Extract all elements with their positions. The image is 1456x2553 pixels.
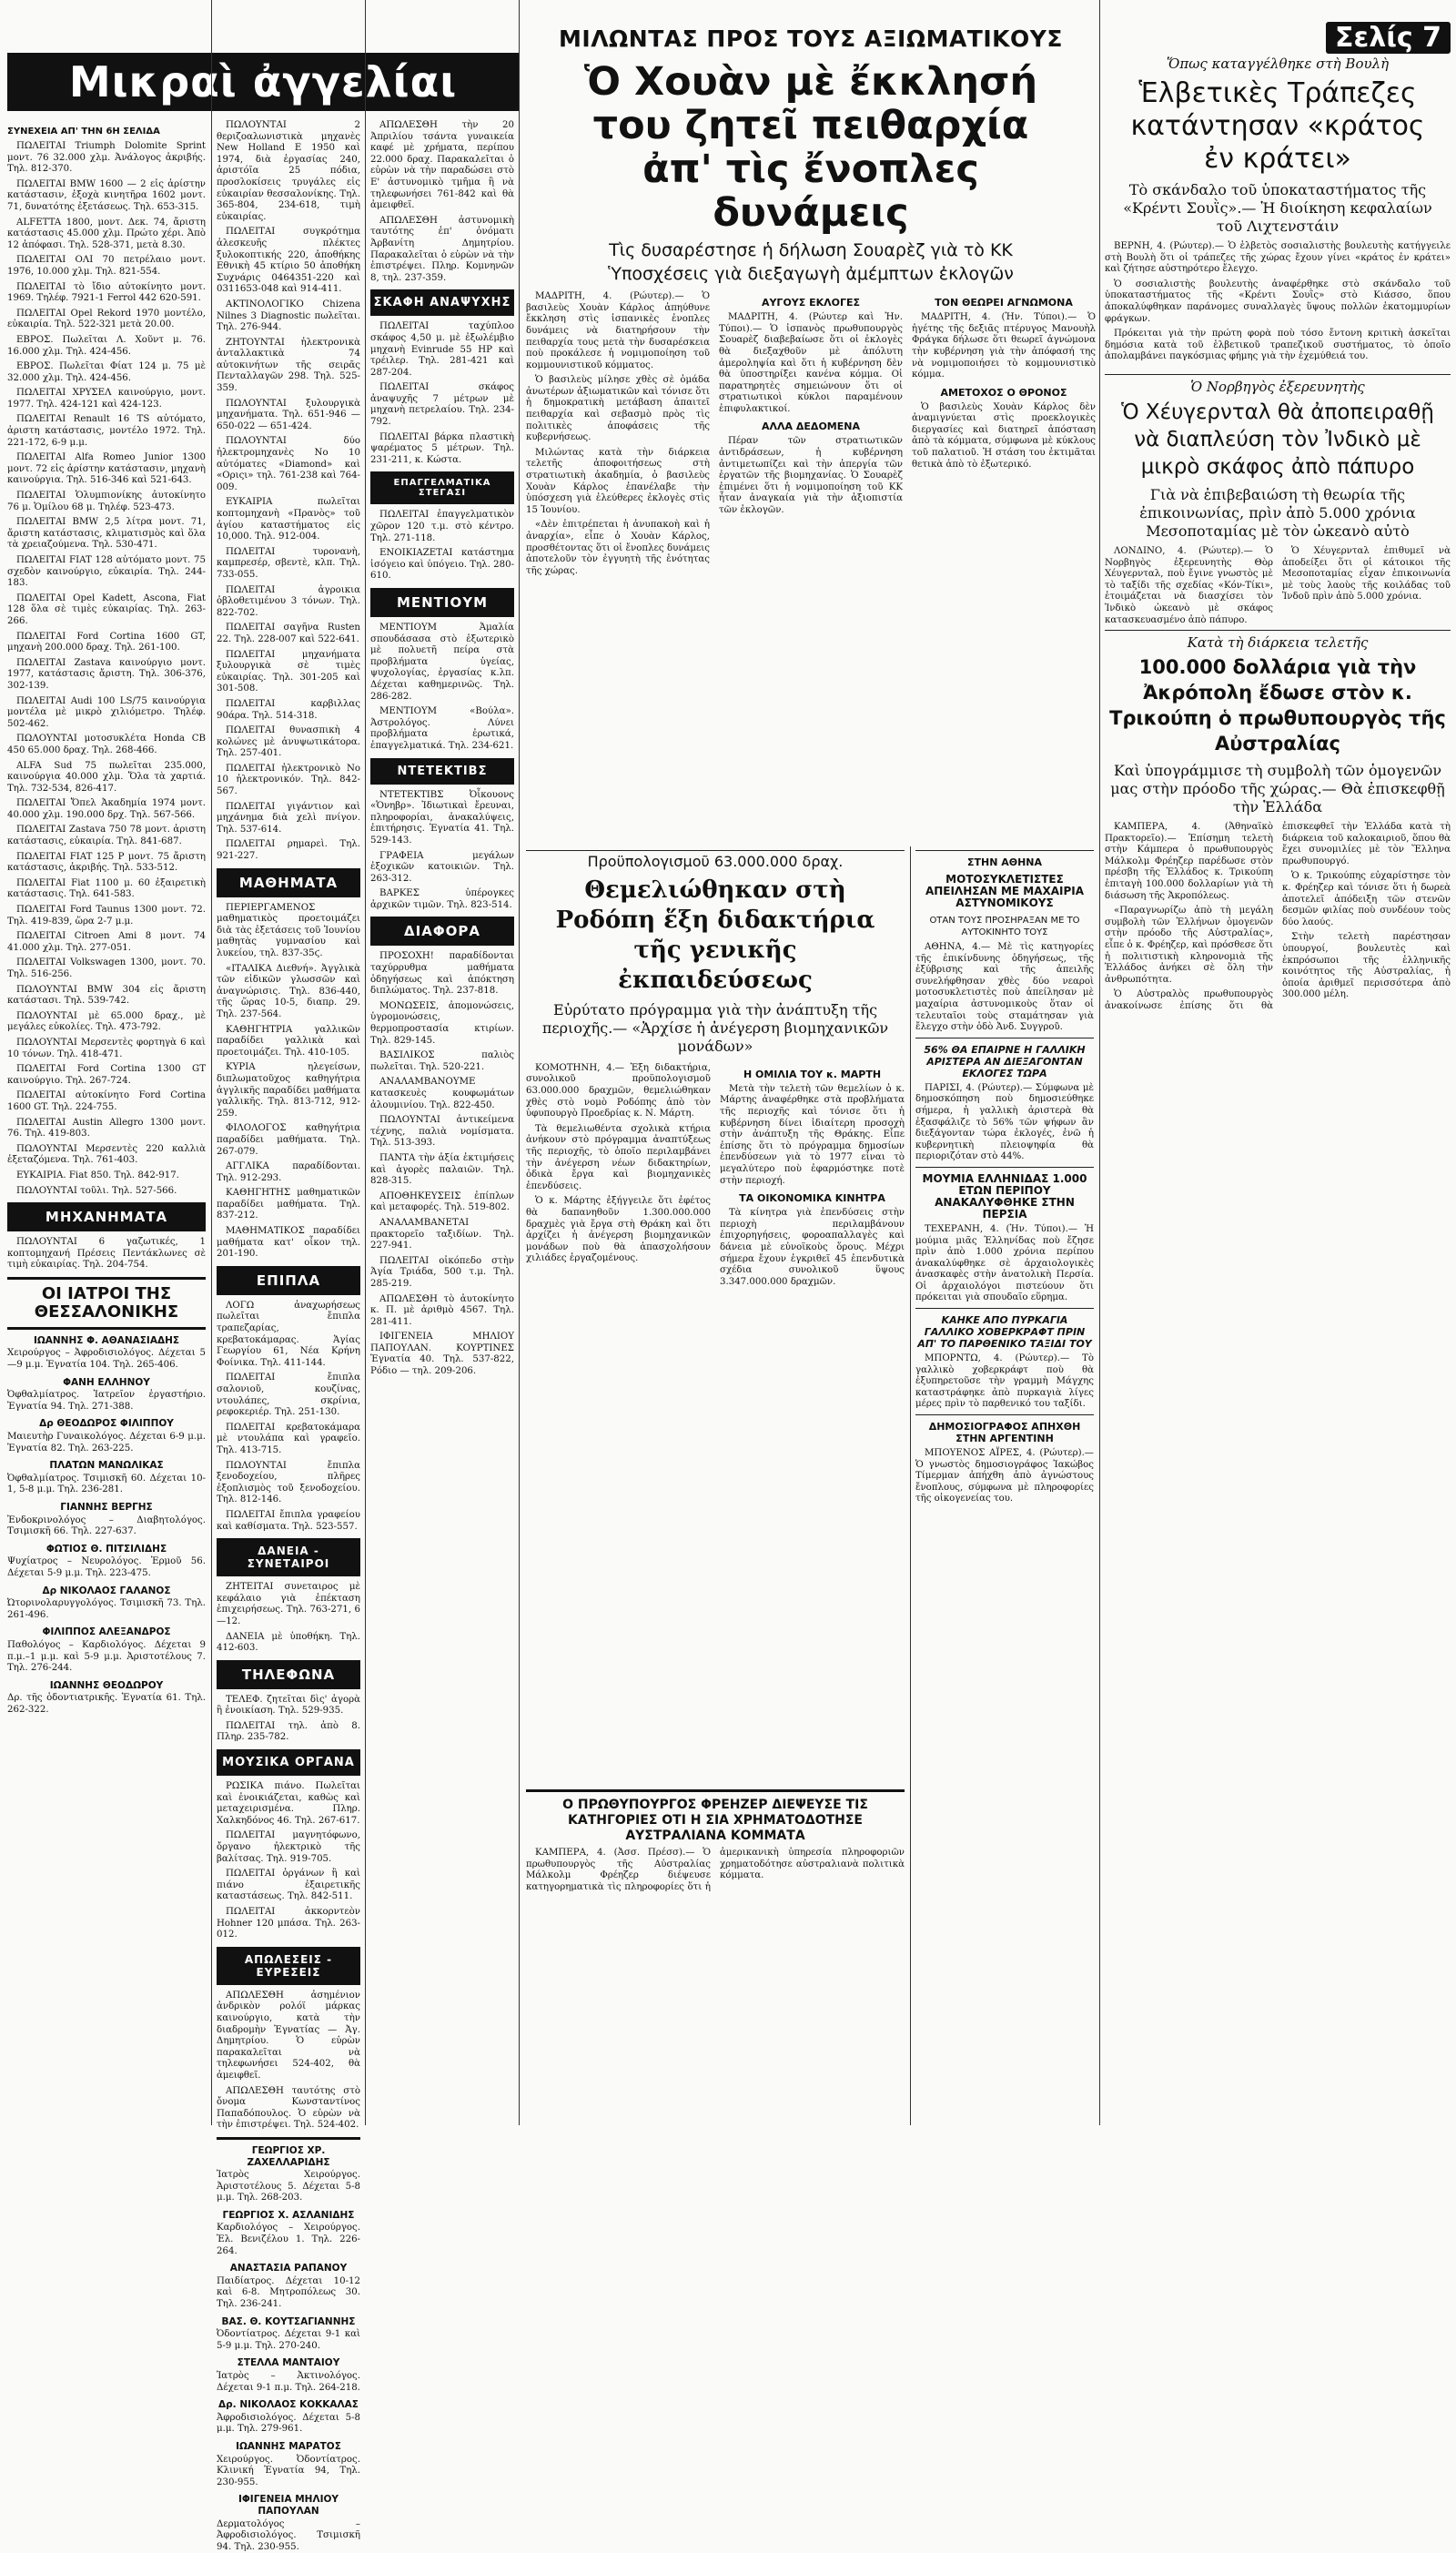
journalist-text: ΜΠΟΥΕΝΟΣ ΑΪΡΕΣ, 4. (Ρώυτερ).— Ὁ γνωστὸς δημοσιογράφος Ἰακώβος Τίμερμαν ἀπήχθη ἀπὸ ἀγνώστους ἔνοπλους, σύμφωνα μὲ πληροφορίες τῆς οἰκογενείας του. — [915, 1448, 1094, 1504]
diafora-list — [370, 951, 514, 1377]
classified-ad: ΠΩΛΕΙΤΑΙ ἐπαγγελματικὸν χῶρον 120 τ.μ. στὸ κέντρο. Τηλ. 271-118. — [370, 510, 514, 543]
classified-ad: ΠΩΛΟΥΝΤΑΙ μὲ 65.000 δραχ., μὲ μεγάλες εὐκολίες. Τηλ. 473-792. — [7, 1010, 206, 1033]
classified-ad: ΠΩΛΕΙΤΑΙ σαγῆνα Rusten 22. Τηλ. 228-007 καὶ 522-641. — [217, 623, 360, 644]
story-paragraph: Ὁ σοσιαλιστὴς βουλευτὴς ἀναφέρθηκε στὸ σκάνδαλο τοῦ ὑποκαταστήματος τῆς «Κρέντι Σουῒς» στὸ Κιάσσο, ὅπου ἀποκαλύφθηκαν παράνομες συναλλαγὲς ὕψους πολλῶν ἑκατομμυρίων φράγκων. — [1105, 279, 1451, 324]
classified-ad: ΠΩΛΕΙΤΑΙ Alfa Romeo Junior 1300 μοντ. 72 εἰς ἀρίστην κατάστασιν, μηχανὴ καινούργια. Τηλ. 516-346 καὶ 521-643. — [7, 452, 206, 486]
doctor-details: Ψυχίατρος – Νευρολόγος. Ἐρμοῦ 56. Δέχεται 5-9 μ.μ. Τηλ. 223-475. — [7, 1556, 206, 1578]
story-paragraph: ΚΑΜΠΕΡΑ, 4. (Ἀθηναϊκὸ Πρακτορεῖο).— Ἐπίσημη τελετὴ στὴν Κάμπερα ὁ πρωθυπουργὸς Μάλκολμ Φρέηζερ παρέδωσε στὸν πρέσβη τῆς Ἑλλάδος κ. Τρικούπη ἐπιταγὴ 100.000 δολλαρίων γιὰ τὴ διάσωση τῆς Ἀκροπόλεως. — [1105, 822, 1273, 901]
classified-ad: ΕΝΟΙΚΙΑΖΕΤΑΙ κατάστημα ἰσόγειο καὶ ὑπόγειο. Τηλ. 280-610. — [370, 548, 515, 582]
tilefona-list — [217, 1695, 360, 1744]
section-heading: ΑΥΓΟΥΣ ΕΚΛΟΓΕΣ — [761, 297, 861, 309]
swiss-headline: Ἑλβετικὲς Τράπεζες κατάντησαν «κράτος ἐν κράτει» — [1130, 77, 1425, 175]
norway-kicker: Ὁ Νορβηγὸς ἐξερευνητὴς — [1190, 378, 1365, 395]
classified-ad: ΙΦΙΓΕΝΕΙΑ ΜΗΛΙΟΥ ΠΑΠΟΥΛΑΝ. ΚΟΥΡΤΙΝΕΣ Ἐγνατία 40. Τηλ. 537-822, Ρόδιο — τηλ. 209-206. — [370, 1332, 514, 1377]
doctor-name: ΙΦΙΓΕΝΕΙΑ ΜΗΛΙΟΥ ΠΑΠΟΥΛΑΝ — [238, 2494, 339, 2517]
rhodope-kicker: Προϋπολογισμοῦ 63.000.000 δραχ. — [587, 853, 844, 870]
main-kicker: ΜΙΛΩΝΤΑΣ ΠΡΟΣ ΤΟΥΣ ΑΞΙΩΜΑΤΙΚΟΥΣ — [559, 25, 1063, 52]
classified-ad: ΠΩΛΕΙΤΑΙ Renault 16 TS αὐτόματο, ἀριστη κατάστασις, μοντέλο 1972. Τηλ. 221-172, 6-9 μ.μ. — [7, 414, 206, 448]
doctor-name: ΣΤΕΛΛΑ ΜΑΝΤΑΙΟΥ — [237, 2357, 340, 2369]
classified-ad: ΡΩΣΙΚΑ πιάνο. Πωλεῖται καὶ ἐνοικιάζεται, καθὼς καὶ μεταχειρισμένα. Πληρ. Χαλκηδόνος 46. Τηλ. 267-617. — [217, 1781, 360, 1826]
classified-ad: ΠΩΛΕΙΤΑΙ γιγάντιον καὶ μηχάνημα διὰ χελὶ πνίγον. Τηλ. 537-614. — [217, 801, 360, 835]
classified-ad: ΜΕΝΤΙΟΥΜ «Βούλα». Ἀστρολόγος. Λύνει προβλήματα ἐρωτικά, ἐπαγγελματικά. Τηλ. 234-621. — [370, 706, 514, 751]
classified-ad: ΠΩΛΟΥΝΤΑΙ 2 θεριζοαλωνιστικὰ μηχανὲς New Holland Ε 1950 καὶ 1974, διὰ ἐργασίας 240, ἀριστόῖα 25 πόδια, προσλοκίσεις τρυγάλες εἰς εὐκαιρίαν θεσσαλονίκης. Τηλ. 365-804, 234-618, τιμὴ εὐκαιρίας. — [217, 120, 360, 222]
mummy-text: ΤΕΧΕΡΑΝΗ, 4. (Ἠν. Τύποι).— Ἡ μούμια μιᾶς Ἑλληνίδας ποὺ ἔζησε πρὶν ἀπὸ 1.000 χρόνια περίπου ἀνακαλύφθηκε σὲ ἀρχαιολογικὲς ἀνασκαφὲς στὴν ἀνατολικὴ Περσία. Οἱ ἀρχαιολόγοι πιστεύουν ὅτι πρόκειται γιὰ σπουδαῖο εὕρημα. — [915, 1223, 1094, 1303]
section-text: ΜΑΔΡΙΤΗ, 4. (Ρώυτερ καὶ Ἠν. Τύποι).— Ὁ ἰσπανὸς πρωθυπουργὸς Σουαρὲζ διαβεβαίωσε ὅτι οἱ ἐκλογὲς θὰ διεξαχθοῦν μὲ ἀπόλυτη ἀμεροληψία καὶ ὅτι ἡ κυβέρνηση δὲν θὰ ὑποστηρίξει κανένα κόμμα. Οἱ παρατηρητὲς σημειώνουν ὅτι οἱ στρατιωτικοὶ κύκλοι παραμένουν ἐπιφυλακτικοί. — [719, 312, 903, 414]
story-paragraph: «Παραγνωρίζω ἀπὸ τὴ μεγάλη συμβολὴ τῶν Ἑλλήνων ὁμογενῶν στὴν πρόοδο τῆς Αὐστραλίας», εἶπε ὁ κ. Φρέηζερ, καὶ πρόσθεσε ὅτι ἡ πολιτιστικὴ κληρονομιὰ τῆς Ἑλλάδος ἀνήκει σὲ ὅλη τὴν ἀνθρωπότητα. — [1105, 906, 1273, 985]
section-heading: ΑΛΛΑ ΔΕΔΟΜΕΝΑ — [762, 420, 860, 433]
australia-parties-story — [526, 1784, 905, 2125]
mousika-list — [217, 1781, 360, 1941]
classified-ad: ΠΩΛΕΙΤΑΙ ρημαρεὶ. Τηλ. 921-227. — [217, 839, 360, 862]
misc-list — [370, 851, 514, 912]
australia-headline: 100.000 δολλάρια γιὰ τὴν Ἀκρόπολη ἔδωσε στὸν κ. Τρικούπη ὁ πρωθυπουργὸς τῆς Αὐστραλίας — [1109, 656, 1446, 755]
classified-ad: ΑΠΩΛΕΣΘΗ τὸ ἀυτοκίνητο κ. Π. μὲ ἀριθμὸ 4567. Τηλ. 281-411. — [370, 1293, 514, 1327]
classified-ad: ΠΩΛΕΙΤΑΙ συγκρότημα ἀλεσκευῆς πλέκτες ξυλοκοπτικής 220, ἀποθήκης Εθνικὴ 45 κτίριο 50 ἀποθήκη Συχνάρις 0464351-220 καὶ 0311653-048 καὶ 914-411. — [217, 227, 360, 295]
banner-skafi: ΣΚΑΦΗ ΑΝΑΨΥΧΗΣ — [370, 289, 514, 316]
main-story-sections-2 — [912, 291, 1096, 581]
banner-diafora: ΔΙΑΦΟΡΑ — [370, 917, 514, 946]
section-text: Μετὰ τὴν τελετὴ τῶν θεμελίων ὁ κ. Μάρτης ἀναφέρθηκε στὰ προβλήματα τῆς περιοχῆς καὶ τόνισε ὅτι ἡ κυβέρνηση δίνει ἰδιαίτερη προσοχὴ στὴν ἀνάπτυξη τῆς Θράκης. Εἶπε ἐπίσης ὅτι τὸ πρόγραμμα δημοσίων ἐπενδύσεων γιὰ τὸ 1977 εἶναι τὸ μεγαλύτερο ποὺ ἐφαρμόστηκε ποτὲ στὴν περιοχή. — [720, 1083, 905, 1186]
classified-ad: ΠΩΛΕΙΤΑΙ Ὄπελ Ἀκαδημία 1974 μοντ. 40.000 χλμ. 190.000 δρχ. Τηλ. 567-566. — [7, 798, 206, 820]
short-news-column — [915, 846, 1094, 2125]
banner-mathimata: ΜΑΘΗΜΑΤΑ — [217, 868, 360, 897]
ntetektiv-list — [370, 790, 514, 847]
classified-ad: ΠΩΛΕΙΤΑΙ θυνασπικὴ 4 κολώνες μὲ ἀνυψωτικάτορα. Τηλ. 257-401. — [217, 725, 360, 759]
story-paragraph: Ὁ βασιλεὺς μίλησε χθὲς σὲ ὁμάδα ἀνωτέρων ἀξιωματικῶν καὶ τόνισε ὅτι ἡ δημοκρατικὴ μετάβαση ἀπαιτεῖ πειθαρχία καὶ σεβασμὸ πρὸς τὶς πολιτικὲς ἀποφάσεις τῆς κυβερνήσεως. — [526, 375, 710, 443]
classified-ad: ΠΩΛΕΙΤΑΙ Triumph Dolomite Sprint μοντ. 76 32.000 χλμ. Ἀνάλογος ἀκριβής. Τηλ. 812-370. — [7, 141, 206, 175]
mentioum-list — [370, 623, 514, 753]
section-text: Ὁ βασιλεὺς Χουὰν Κάρλος δὲν ἀναμιγνύεται στὶς προεκλογικὲς διεργασίες καὶ διατηρεῖ ἀπόσταση ἀπὸ τὰ κόμματα, σύμφωνα μὲ κύκλους τοῦ παλατιοῦ. Ἡ στάση του ἐκτιμᾶται θετικὰ ἀπὸ τὸ ἐξωτερικό. — [912, 401, 1096, 470]
doctor-name: ΦΙΛΙΠΠΟΣ ΑΛΕΞΑΝΔΡΟΣ — [42, 1626, 171, 1638]
classified-ad: ΠΩΛΕΙΤΑΙ καρβιλλας 90άρα. Τηλ. 514-318. — [217, 698, 360, 721]
classified-ad: ΜΟΝΩΣΕΙΣ, ἀπομονώσεις, ὑγρομονώσεις, θερμοπροστασία κτιρίων. Τηλ. 829-145. — [370, 1000, 514, 1046]
apoleseis-list — [217, 1991, 360, 2132]
story-paragraph: Στὴν τελετὴ παρέστησαν ὑπουργοί, βουλευτὲς καὶ ἐκπρόσωποι τῆς ἑλληνικῆς κοινότητος τῆς Αὐστραλίας, ἡ ὁποία ἀριθμεῖ περισσότερα ἀπὸ 300.000 μέλη. — [1282, 932, 1451, 1000]
daneia-list — [217, 1582, 360, 1655]
classifieds-masthead: Μικραὶ ἀγγελίαι — [7, 53, 519, 111]
doctor-name: ΙΩΑΝΝΗΣ Φ. ΑΘΑΝΑΣΙΑΔΗΣ — [33, 1334, 180, 1346]
classified-ad: ΠΩΛΕΙΤΑΙ Austin Allegro 1300 μοντ. 76. Τηλ. 419-803. — [7, 1117, 206, 1140]
classified-ad: ΑΓΓΛΙΚΑ παραδίδονται. Τηλ. 912-293. — [217, 1161, 360, 1183]
classified-ad: ΒΑΣΙΛΙΚΟΣ παλιὸς πωλεῖται. Τηλ. 520-221. — [370, 1050, 514, 1072]
classified-ad: ΠΩΛΟΥΝΤΑΙ Μερσεντὲς 220 καλλιὰ ἐξεταζόμενα. Τηλ. 761-403. — [7, 1143, 206, 1166]
classifieds-column-3 — [370, 0, 514, 2125]
classified-ad: ΑΠΩΛΕΣΘΗ ἀστυνομικὴ ταυτότης ἐπ' ὀνόματι Ἀρβανίτη Δημητρίου. Παρακαλεῖται ὁ εὑρὼν νὰ τὴν ἐπιστρέψει. Πληρ. Κομνηνῶν 8, τηλ. 237-359. — [370, 215, 514, 283]
plane-text: ΜΠΟΡΝΤΩ, 4. (Ρώυτερ).— Τὸ γαλλικὸ χοβερκράφτ ποὺ θὰ ἐξυπηρετοῦσε τὴν γραμμὴ Μάγχης καταστράφηκε ἀπὸ πυρκαγιὰ λίγες μέρες πρὶν τὸ παρθενικό του ταξίδι. — [915, 1353, 1094, 1410]
story-paragraph: Ὁ Αὐστραλὸς πρωθυπουργὸς ἀνακοίνωσε ἐπίσης ὅτι θὰ ἐπισκεφθεῖ τὴν Ἑλλάδα κατὰ τὴ διάρκεια τοῦ καλοκαιριοῦ, ὅπου θὰ ἔχει συνομιλίες μὲ τὸν Ἕλληνα πρωθυπουργό. — [1105, 822, 1451, 1011]
story-paragraph: «Δὲν ἐπιτρέπεται ἡ ἀνυπακοὴ καὶ ἡ ἀναρχία», εἶπε ὁ Χουὰν Κάρλος, προσθέτοντας ὅτι οἱ ἔνοπλες δυνάμεις ἀποτελοῦν τὸν ἐγγυητὴ τῆς ἑνότητας τῆς χώρας. — [526, 520, 710, 576]
journalist-headline: ΔΗΜΟΣΙΟΓΡΑΦΟΣ ΑΠΗΧΘΗ ΣΤΗΝ ΑΡΓΕΝΤΙΝΗ — [928, 1421, 1081, 1445]
classified-ad: ΠΩΛΕΙΤΑΙ ἀγροικια ὀβλοθετιμένου 3 τόνων. Τηλ. 822-702. — [217, 584, 360, 618]
doctor-details: Χειρούργος. Ὀδοντίατρος. Κλινική Ἐγνατία 94, Τηλ. 230-955. — [217, 2454, 360, 2487]
classified-ad: ΑΠΩΛΕΣΘΗ ἀσημένιον ἀνδρικὸν ρολόϊ μάρκας καινούργιο, κατὰ τὴν διαδρομὴν Ἐγνατίας — Ἀγ. Δημητρίου. Ὁ εὑρὼν παρακαλεῖται νὰ τηλεφωνήσει 524-402, θὰ ἀμειφθεῖ. — [217, 1990, 360, 2081]
classified-ad: ΠΩΛΕΙΤΑΙ τὸ ἴδιο αὐτοκίνητο μοντ. 1969. Τηλέφ. 7921-1 Ferrol 442 620-591. — [7, 281, 206, 304]
doctor-details: Ὀφθαλμίατρος. Ἰατρεῖον ἐργαστήριο. Ἐγνατία 94. Τηλ. 271-388. — [7, 1390, 206, 1412]
doctors-list — [7, 1335, 206, 1717]
section-heading: ΤΑ ΟΙΚΟΝΟΜΙΚΑ ΚΙΝΗΤΡΑ — [739, 1192, 885, 1205]
banner-daneia: ΔΑΝΕΙΑ - ΣΥΝΕΤΑΙΡΟΙ — [217, 1538, 360, 1576]
australia-parties-headline: Ο ΠΡΩΘΥΠΟΥΡΓΟΣ ΦΡΕΗΖΕΡ ΔΙΕΨΕΥΣΕ ΤΙΣ ΚΑΤΗΓΟΡΙΕΣ ΟΤΙ Η ΣΙΑ ΧΡΗΜΑΤΟΔΟΤΗΣΕ ΑΥΣΤΡΑΛΙΑΝΑ ΚΟΜΜΑΤΑ — [562, 1798, 868, 1843]
classified-ad: ΠΩΛΕΙΤΑΙ Ford Taunus 1300 μοντ. 72. Τηλ. 419-839, ὥρα 2-7 μ.μ. — [7, 905, 206, 927]
story-paragraph: Ὁ κ. Τρικούπης εὐχαρίστησε τὸν κ. Φρέηζερ καὶ τόνισε ὅτι ἡ δωρεὰ ἀποτελεῖ ἀπόδειξη τῶν στενῶν δεσμῶν φιλίας ποὺ συνδέουν τοὺς δύο λαούς. — [1282, 871, 1451, 927]
story-paragraph: Τὰ θεμελιωθέντα σχολικὰ κτήρια ἀνήκουν στὸ πρόγραμμα ἀναπτύξεως τῆς περιοχῆς, τὸ ὁποῖο περιλαμβάνει τὴν ἀνέγερση νέων διδακτηρίων, ὁδικὰ ἔργα καὶ βιομηχανικὲς ἐπενδύσεις. — [526, 1123, 711, 1191]
story-paragraph: Πρόκειται γιὰ τὴν πρώτη φορὰ ποὺ τόσο ἔντονη κριτικὴ ἀσκεῖται δημόσια κατὰ τοῦ ἑλβετικοῦ τραπεζικοῦ συστήματος, τὸ ὁποῖο ἀπολαμβάνει παγκόσμιας φήμης γιὰ τὴν ἐχεμύθειά του. — [1105, 329, 1451, 362]
classifieds-column-2 — [217, 0, 360, 2552]
banner-epipla: ΕΠΙΠΛΑ — [217, 1266, 360, 1295]
classified-ad: ΠΩΛΕΙΤΑΙ μηχανήματα ξυλουργικὰ σὲ τιμὲς εὐκαιρίας. Τηλ. 301-205 καὶ 301-508. — [217, 649, 360, 694]
classified-ad: ΠΩΛΕΙΤΑΙ FIAT 125 P μοντ. 75 ἄριστη κατάστασις, ἀκριβής. Τηλ. 533-512. — [7, 851, 206, 874]
doctor-name: ΒΑΣ. Θ. ΚΟΥΤΣΑΓΙΑΝΝΗΣ — [221, 2315, 356, 2327]
rhodope-sections — [720, 1063, 905, 1292]
classified-ad: ΚΥΡΙΑ ηλεγείσων, διπλωματοῦχος καθηγήτρια ἀγγλικῆς παραδίδει μαθήματα γαλλικῆς. Τηλ. 813-712, 912-259. — [217, 1062, 360, 1119]
classified-ad: ΠΩΛΕΙΤΑΙ ἔπιπλα γραφείου καὶ καθίσματα. Τηλ. 523-557. — [217, 1509, 360, 1532]
classified-ad: ΑΠΩΛΕΣΘΗ ταυτότης στὸ ὄνομα Κωνσταντίνος Παπαδόπουλος. Ὁ εὑρὼν νὰ τὴν ἐπιστρέψει. Τηλ. 524-402. — [217, 2085, 360, 2131]
classified-ad: ΠΩΛΟΥΝΤΑΙ Μερσεντὲς φορτηγὰ 6 καὶ 10 τόνων. Τηλ. 418-471. — [7, 1037, 206, 1059]
classified-ad: ΑΝΑΛΑΜΒΑΝΕΤΑΙ πρακτορεῖο ταξιδίων. Τηλ. 227-941. — [370, 1217, 514, 1251]
doctor-name: ΑΝΑΣΤΑΣΙΑ ΡΑΠΑΝΟΥ — [229, 2263, 348, 2274]
classified-ad: ΚΑΘΗΓΗΤΗΣ μαθηματικῶν παραδίδει μαθήματα. Τηλ. 837-212. — [217, 1188, 360, 1221]
france-headline: 56% ΘΑ ΕΠΑΙΡΝΕ Η ΓΑΛΛΙΚΗ ΑΡΙΣΤΕΡΑ ΑΝ ΔΙΕΞΑΓΟΝΤΑΝ ΕΚΛΟΓΕΣ ΤΩΡΑ — [924, 1043, 1086, 1079]
rhodope-body — [526, 1063, 711, 1292]
classified-ad: ΑΝΑΛΑΜΒΑΝΟΥΜΕ κατασκευὲς κουφωμάτων ἀλουμινίου. Τηλ. 822-450. — [370, 1077, 514, 1110]
classified-ad: ΕΒΡΟΣ. Πωλεῖται Φίατ 124 μ. 75 μὲ 32.000 χλμ. Τηλ. 424-456. — [7, 361, 206, 383]
classified-ad: ΠΩΛΕΙΤΑΙ ἔπιπλα σαλονιοῦ, κουζίνας, ντουλάπες, σκρίνια, ρεφοκεριέρ. Τηλ. 251-130. — [217, 1373, 360, 1418]
skafi-list — [370, 321, 514, 466]
doctor-details: Παιδίατρος. Δέχεται 10-12 καὶ 6-8. Μητροπόλεως 30. Τηλ. 236-241. — [217, 2275, 360, 2310]
classified-ad: ΠΩΛΕΙΤΑΙ βάρκα πλαστικὴ ψαρέματος 5 μέτρων. Τηλ. 231-211, κ. Κώστα. — [370, 431, 514, 465]
classified-ad: ΠΩΛΕΙΤΑΙ BMW 1600 — 2 εἰς ἀρίστην κατάστασιν, ἐξοχὰ κινητῆρα 1602 μοντ. 71, δυνατότης ἐξετάσεως. Τηλ. 653-315. — [7, 178, 206, 212]
classified-ad: ΠΩΛΕΙΤΑΙ κρεβατοκάμαρα μὲ ντουλάπα καὶ γραφεῖο. Τηλ. 413-715. — [217, 1422, 360, 1455]
classified-list-col2 — [217, 120, 360, 863]
classified-ad: ΤΕΛΕΦ. ζητεῖται δὶς' ἀγορὰ ἢ ἐνοικίαση. Τηλ. 529-935. — [217, 1694, 360, 1717]
plane-headline: ΚΑΗΚΕ ΑΠΟ ΠΥΡΚΑΓΙΑ ΓΑΛΛΙΚΟ ΧΟΒΕΡΚΡΑΦΤ ΠΡΙΝ ΑΠ' ΤΟ ΠΑΡΘΕΝΙΚΟ ΤΑΞΙΔΙ ΤΟΥ — [917, 1314, 1092, 1351]
australia-body — [1105, 822, 1451, 1013]
main-story-sections — [719, 291, 903, 581]
classified-ad: ΕΥΚΑΙΡΙΑ. Fiat 850. Τηλ. 842-917. — [16, 1170, 179, 1180]
norway-headline: Ὁ Χέυγερνταλ θὰ ἀποπειραθῇ νὰ διαπλεύση τὸν Ἰνδικὸ μὲ μικρὸ σκάφος ἀπὸ πάπυρο — [1121, 400, 1434, 479]
doctor-name: ΓΕΩΡΓΙΟΣ Χ. ΑΣΛΑΝΙΔΗΣ — [222, 2209, 355, 2221]
banner-epaggelmatika: ΕΠΑΓΓΕΛΜΑΤΙΚΑ ΣΤΕΓΑΣΙ — [370, 471, 514, 504]
classified-ad: ΜΕΝΤΙΟΥΜ Ἀμαλία σπουδάσασα στὸ ἐξωτερικὸ μὲ πολυετῆ πείρα στὰ προβλήματα ὑγείας, ψυχολογίας, ἐργασίας κ.λπ. Δέχεται καθημερινῶς. Τηλ. 286-282. — [370, 623, 514, 702]
doctor-name: ΓΕΩΡΓΙΟΣ ΧΡ. ΖΑΧΕΛΛΑΡΙΔΗΣ — [247, 2144, 330, 2168]
classified-ad: ΠΡΟΣΟΧΗ! παραδίδονται ταχύρρυθμα μαθήματα ὁδηγήσεως καὶ ἀπόκτηση διπλώματος. Τηλ. 237-818. — [370, 951, 514, 997]
doctor-name: ΙΩΑΝΝΗΣ ΘΕΟΔΩΡΟΥ — [49, 1679, 164, 1691]
swiss-subhead: Τὸ σκάνδαλο τοῦ ὑποκαταστήματος τῆς «Κρέντι Σουῒς».— Ἡ διοίκηση κεφαλαίων τοῦ Λιχτενστάιν — [1123, 181, 1432, 235]
classified-ad: ΠΩΛΕΙΤΑΙ Zastava καινούργιο μοντ. 1977, κατάστασις ἄριστη. Τηλ. 306-376, 302-139. — [7, 657, 206, 691]
doctor-details: Ἐνδοκρινολόγος – Διαβητολόγος. Τσιμισκῆ 66. Τηλ. 227-637. — [7, 1515, 206, 1537]
athens-kicker: ΣΤΗΝ ΑΘΗΝΑ — [966, 856, 1043, 868]
classified-ad: ALFETTA 1800, μοντ. Δεκ. 74, ἄριστη κατάστασις 45.000 χλμ. Πρώτο χέρι. Ἀπὸ 12 ἀπόφασι. Τηλ. 528-371, μετὰ 8.30. — [7, 217, 206, 250]
classified-ad: ΠΩΛΕΙΤΑΙ ἠλεκτρονικὸ Νο 10 ἠλεκτρονικόν. Τηλ. 842-567. — [217, 763, 360, 797]
story-paragraph: ΜΑΔΡΙΤΗ, 4. (Ρώυτερ).— Ὁ βασιλεὺς Χουὰν Κάρλος ἀπηύθυνε ἔκκληση στὶς ἰσπανικὲς ἐνοπλες δυνάμεις νὰ διατηρήσουν τὴν πειθαρχία τους μετὰ τὴν δυσαρέσκεια ποὺ προκάλεσε ἡ νομιμοποίηση τοῦ κομμουνιστικοῦ κόμματος. — [526, 291, 710, 370]
classified-ad: ΠΩΛΕΙΤΑΙ ὀργάνων ἢ καὶ πιάνο ἐξαιρετικῆς καταστάσεως. Τηλ. 842-511. — [217, 1869, 360, 1902]
classified-ad: ΠΩΛΕΙΤΑΙ τηλ. ἀπὸ 8. Πληρ. 235-782. — [217, 1720, 360, 1743]
rhodope-headline: Θεμελιώθηκαν στὴ Ροδόπη ἕξη διδακτήρια τῆς γενικῆς ἐκπαιδεύσεως — [555, 876, 875, 994]
classified-ad: ΠΑΝΤΑ τὴν ἀξία ἐκτιμήσεις καὶ ἀγορὲς παλαιῶν. Τηλ. 828-315. — [370, 1152, 514, 1187]
classified-ad: ΠΩΛΕΙΤΑΙ Citroen Ami 8 μοντ. 74 41.000 χλμ. Τηλ. 277-051. — [7, 931, 206, 953]
doctor-details: Μαιευτὴρ Γυναικολόγος. Δέχεται 6-9 μ.μ. Ἐγνατία 82. Τηλ. 263-225. — [7, 1432, 206, 1454]
doctor-name: Δρ. ΝΙΚΟΛΑΟΣ ΚΟΚΚΑΛΑΣ — [218, 2399, 359, 2411]
classified-ad: ΖΗΤΟΥΝΤΑΙ ἠλεκτρονικὰ ἀνταλλακτικὰ 74 αὐτοκινήτων τῆς σειρᾶς Πενταλλαγῶν 298. Τηλ. 525-359. — [217, 337, 360, 394]
story-paragraph: Ὁ Χέυγερνταλ ἐπιθυμεῖ νὰ ἀποδείξει ὅτι οἱ κάτοικοι τῆς Μεσοποταμίας εἶχαν ἐπικοινωνία μὲ τοὺς λαοὺς τῆς κοιλάδας τοῦ Ἰνδοῦ πρὶν ἀπὸ 5.000 χρόνια. — [1282, 545, 1451, 603]
section-text: Πέραν τῶν στρατιωτικῶν ἀντιδράσεων, ἡ κυβέρνηση ἀντιμετωπίζει καὶ τὴν ἀπεργία τῶν ἐργατῶν τῆς βιομηχανίας. Ὁ Σουαρὲζ ἐπιμένει ὅτι ἡ νομιμοποίηση τοῦ ΚΚ ἦταν ἀναγκαία γιὰ τὴν ἀξιοπιστία τῶν ἐκλογῶν. — [719, 436, 903, 516]
classified-ad: ΠΩΛΕΙΤΑΙ Ford Cortina 1600 GT, μηχανὴ 200.000 δραχ. Τηλ. 261-100. — [7, 631, 206, 653]
rhodope-story — [526, 846, 905, 1320]
doctors-list-col2 — [217, 2145, 360, 2553]
classified-ad: ΠΩΛΕΙΤΑΙ Opel Kadett, Ascona, Fiat 128 ὅλα σὲ τιμὲς εὐκαιρίας. Τηλ. 263-266. — [7, 593, 206, 626]
classified-ad: ΠΩΛΟΥΝΤΑΙ ΒΜW 304 εἰς ἄριστη κατάστασι. Τηλ. 539-742. — [7, 984, 206, 1007]
doctor-name: ΦΑΝΗ ΕΛΛΗΝΟΥ — [63, 1376, 150, 1388]
story-paragraph: ΒΕΡΝΗ, 4. (Ρώυτερ).— Ὁ ἑλβετὸς σοσιαλιστὴς βουλευτὴς κατήγγειλε στὴ Βουλὴ ὅτι οἱ τράπεζες τῆς χώρας ἔχουν γίνει «κράτος ἐν κράτει» καὶ ζήτησε αὐστηρότερο ἔλεγχο. — [1105, 241, 1451, 275]
classified-ad: ΠΩΛΕΙΤΑΙ σκάφος ἀναψυχῆς 7 μέτρων μὲ μηχανὴ πετρελαίου. Τηλ. 234-792. — [370, 382, 514, 428]
classified-ad: ΠΩΛΕΙΤΑΙ ΟΛΙ 70 πετρέλαιο μοντ. 1976, 10.000 χλμ. Τηλ. 821-554. — [7, 255, 206, 277]
classified-ad: ΔΑΝΕΙΑ μὲ ὑποθήκη. Τηλ. 412-603. — [217, 1631, 360, 1654]
epaggelmatika-list — [370, 510, 514, 583]
classified-ad: ΠΩΛΕΙΤΑΙ Fiat 1100 μ. 60 ἐξαιρετικὴ κατάστασις. Τηλ. 641-583. — [7, 877, 206, 900]
classified-ad: ΜΑΘΗΜΑΤΙΚΟΣ παραδίδει μαθήματα κατ' οἶκον τηλ. 201-190. — [217, 1226, 360, 1260]
classified-ad: ΠΩΛΟΥΝΤΑΙ ξυλουργικὰ μηχανήματα. Τηλ. 651-946 — 650-022 — 651-424. — [217, 398, 360, 431]
classified-ad: ΝΤΕΤΕΚΤΙΒΣ Ὀἶκουονς «Ὁνηβρ». Ἰδιωτικαὶ ἔρευναι, πληροφορίαι, ἀνακαλύψεις, ἐπιτήρησις. Ἐγνατία 41. Τηλ. 529-143. — [370, 789, 514, 846]
classified-ad: ΠΩΛΕΙΤΑΙ Zastava 750 78 μοντ. ἀριστη κατάστασις, εὐκαιρία. Τηλ. 841-687. — [7, 825, 206, 847]
story-paragraph: Ὁ κ. Μάρτης ἐξήγγειλε ὅτι ἐφέτος θὰ δαπανηθοῦν 1.300.000.000 δραχμὲς γιὰ ἔργα στὴ Θράκη καὶ ὅτι ἀρχίζει ἡ ἀνέγερση βιομηχανικῶν μονάδων ποὺ θὰ ἀπασχολήσουν χιλιάδες ἐργαζομένους. — [526, 1196, 711, 1264]
classified-list-col3 — [370, 120, 514, 284]
classified-ad: ALFA Sud 75 πωλεῖται 235.000, καινούργια 40.000 χλμ. Ὅλα τὰ χαρτιά. Τηλ. 732-534, 826-417. — [7, 760, 206, 794]
classified-ad: ΑΠΩΛΕΣΘΗ τὴν 20 Ἀπριλίου τσάντα γυναικεία καφέ μὲ χρήματα, περίπου 22.000 δραχ. Παρακαλεῖται ὁ εὑρὼν νὰ τὴν παραδώσει στὸ Ε' ἀστυνομικὸ τμῆμα ἢ νὰ τηλεφωνήσει 761-842 καὶ θὰ ἀμειφθεῖ. — [370, 120, 514, 211]
doctor-details: Χειρούργος – Ἀφροδισιολόγος. Δέχεται 5—9 μ.μ. Ἐγνατία 104. Τηλ. 265-406. — [7, 1348, 206, 1371]
doctor-name: Δρ ΝΙΚΟΛΑΟΣ ΓΑΛΑΝΟΣ — [42, 1585, 171, 1596]
norway-subhead: Γιὰ νὰ ἐπιβεβαιώση τὴ θεωρία τῆς ἐπικοινωνίας, πρὶν ἀπὸ 5.000 χρόνια Μεσοποταμίας μὲ τὸν ὠκεανὸ αὐτὸ — [1139, 485, 1416, 540]
classified-ad: ΠΩΛΕΙΤΑΙ ταχύπλοο σκάφος 4,50 μ. μὲ ἐξωλέμβιο μηχανὴ Evinrude 55 HP καὶ τρέιλερ. Τηλ. 281-421 καὶ 287-204. — [370, 321, 514, 378]
classified-ad: ΠΩΛΟΥΝΤΑΙ 6 γαζωτικές, 1 κοπτομηχανή Πρέσεις Πεντάκλωνες σὲ τιμὴ εὐκαιρίας. Τηλ. 204-754. — [7, 1237, 206, 1271]
story-paragraph: ΚΟΜΟΤΗΝΗ, 4.— Ἐξη διδακτήρια, συνολικοῦ προϋπολογισμοῦ 63.000.000 δραχμῶν, θεμελιώθηκαν χθὲς στὸ νομὸ Ροδόπης ἀπὸ τὸν ὑφυπουργὸ Προεδρίας κ. Ν. Μάρτη. — [526, 1062, 711, 1119]
section-heading: ΑΜΕΤΟΧΟΣ Ο ΘΡΟΝΟΣ — [940, 386, 1067, 399]
doctor-details: Ἀφροδισιολόγος. Δέχεται 5-8 μ.μ. Τηλ. 279-961. — [217, 2412, 360, 2435]
main-headline: Ὁ Χουὰν μὲ ἔκκλησή του ζητεῖ πειθαρχία ἀπ' τὶς ἔνοπλες δυνάμεις — [583, 59, 1038, 237]
classified-list-col1 — [7, 141, 206, 1197]
norway-body — [1105, 546, 1451, 626]
athens-text: ΑΘΗΝΑ, 4.— Μὲ τὶς κατηγορίες τῆς ἐπικίνδυνης ὁδηγήσεως, τῆς ἐξύβρισης καὶ τῆς ἀπειλῆς συνελήφθησαν χθὲς δύο νεαροὶ μοτοσυκλετιστὲς ποὺ ἀπείλησαν μὲ μαχαίρια ἀστυνομικοὺς ὅταν οἱ τελευταῖοι τοὺς σταμάτησαν γιὰ ἔλεγχο στὴν ὁδὸ Ἀνδ. Συγγροῦ. — [915, 942, 1094, 1033]
swiss-body — [1105, 241, 1451, 367]
epipla-list — [217, 1301, 360, 1533]
swiss-kicker: Ὅπως καταγγέλθηκε στὴ Βουλὴ — [1166, 56, 1390, 72]
doctor-name: ΠΛΑΤΩΝ ΜΑΝΩΛΙΚΑΣ — [49, 1460, 164, 1472]
mummy-headline: ΜΟΥΜΙΑ ΕΛΛΗΝΙΔΑΣ 1.000 ΕΤΩΝ ΠΕΡΙΠΟΥ ΑΝΑΚΑΛΥΦΘΗΚΕ ΣΤΗΝ ΠΕΡΣΙΑ — [922, 1171, 1087, 1221]
doctor-details: Καρδιολόγος – Χειρούργος. Ἐλ. Βενιζέλου 1. Τηλ. 226-264. — [217, 2223, 360, 2256]
classified-ad: ΠΩΛΕΙΤΑΙ Opel Rekord 1970 μοντέλο, εὐκαιρία. Τηλ. 522-321 μετὰ 20.00. — [7, 308, 206, 330]
athens-subhead: ΟΤΑΝ ΤΟΥΣ ΠΡΟΣΗΡΑΞΑΝ ΜΕ ΤΟ ΑΥΤΟΚΙΝΗΤΟ ΤΟΥΣ — [929, 916, 1080, 937]
classified-ad: «ΙΤΑΛΙΚΑ Διεθνή». Ἀγγλικὰ τῶν εἰδικῶν γλωσσῶν καὶ ἀναγνώρισις. Τηλ. 836-440, τῆς ὥρας 10-5, διαπρ. 29. Τηλ. 237-564. — [217, 963, 360, 1019]
section-heading: Η ΟΜΙΛΙΑ ΤΟΥ κ. ΜΑΡΤΗ — [743, 1068, 882, 1080]
mathimata-list — [217, 903, 360, 1261]
doctor-name: ΦΩΤΙΟΣ Θ. ΠΙΤΣΙΛΙΔΗΣ — [46, 1543, 167, 1555]
doctor-details: Δερματολόγος – Ἀφροδισιολόγος. Τσιμισκῆ 94. Τηλ. 230-955. — [217, 2518, 360, 2552]
main-subhead-1: Τὶς δυσαρέστησε ἡ δήλωση Σουαρὲζ γιὰ τὸ ΚΚ — [609, 240, 1013, 261]
banner-apoleseis: ΑΠΩΛΕΣΕΙΣ - ΕΥΡΕΣΕΙΣ — [217, 1947, 360, 1985]
classified-ad: ΒΑΡΚΕΣ ὑπέρογκες ἀρχικῶν τιμῶν. Τηλ. 823-514. — [370, 888, 514, 910]
section-text: ΜΑΔΡΙΤΗ, 4. (Ἠν. Τύποι).— Ὁ ἡγέτης τῆς δεξιᾶς πτέρυγος Μανουὴλ Φράγκα δήλωσε ὅτι θεωρεῖ ἀγνώμονα τὴν κυβέρνηση γιὰ τὴν ἀπόφασή της νὰ νομιμοποιήσει τὸ κομμουνιστικὸ κόμμα. — [912, 312, 1096, 380]
doctor-name: Δρ ΘΕΟΔΩΡΟΣ ΦΙΛΙΠΠΟΥ — [39, 1418, 174, 1430]
classified-ad: ΛΟΓΩ ἀναχωρήσεως πωλεῖται ἔπιπλα τραπεζαρίας, κρεβατοκάμαρας. Ἁγίας Γεωργίου 61, Νέα Κρήνη Φοίνικα. Τηλ. 411-144. — [217, 1300, 360, 1368]
classified-ad: ΠΩΛΟΥΝΤΑΙ μοτοσυκλέτα Honda CB 450 65.000 δραχ. Τηλ. 268-466. — [7, 734, 206, 755]
classified-ad: ΠΩΛΕΙΤΑΙ Ford Cortina 1300 GT καινούργιο. Τηλ. 267-724. — [7, 1064, 206, 1086]
classified-ad: ΠΩΛΕΙΤΑΙ ΧΡΥΣΕΛ καινούργιο, μοντ. 1977. Τηλ. 424-121 καὶ 424-123. — [7, 388, 206, 410]
classified-ad: ΠΩΛΟΥΝΤΑΙ τοῦλι. Τηλ. 527-566. — [16, 1185, 177, 1196]
doctor-details: Ἰατρὸς – Ἀκτινολόγος. Δέχεται 9-1 π.μ. Τηλ. 264-218. — [217, 2371, 360, 2393]
classified-ad: ΠΩΛΟΥΝΤΑΙ δύο ἠλεκτρομηχανὲς Νο 10 αὐτόματες «Diamond» καὶ «Οριςι» τηλ. 761-238 καὶ 764-009. — [217, 436, 360, 492]
classified-ad: ΠΩΛΟΥΝΤΑΙ ἔπιπλα ξενοδοχείου, πλῆρες ἐξοπλισμὸς τοῦ ξενοδοχείου. Τηλ. 812-146. — [217, 1460, 360, 1505]
classified-ad: ΠΩΛΕΙΤΑΙ FIAT 128 αὐτόματο μοντ. 75 σχεδὸν καινούργιο, εὐκαιρία. Τηλ. 244-183. — [7, 555, 206, 589]
athens-headline: ΜΟΤΟΣΥΚΛΕΤΙΣΤΕΣ ΑΠΕΙΛΗΣΑΝ ΜΕ ΜΑΧΑΙΡΙΑ ΑΣΤΥΝΟΜΙΚΟΥΣ — [925, 873, 1085, 909]
classified-ad: ΚΑΘΗΓΗΤΡΙΑ γαλλικῶν παραδίδει γαλλικὰ καὶ προετοιμάζει. Τηλ. 410-105. — [217, 1024, 360, 1058]
page-number-tag: Σελίς 7 — [1326, 22, 1451, 54]
banner-mousika: ΜΟΥΣΙΚΑ ΟΡΓΑΝΑ — [217, 1749, 360, 1776]
continued-heading: ΣΥΝΕΧΕΙΑ ΑΠ' ΤΗΝ 6Η ΣΕΛΙΔΑ — [7, 127, 160, 137]
classified-ad: ΠΩΛΟΥΝΤΑΙ ἀντικείμενα τέχνης, παλιὰ νομίσματα. Τηλ. 513-393. — [370, 1115, 514, 1149]
classified-ad: ΠΩΛΕΙΤΑΙ Audi 100 LS/75 καινούργια μοντέλα μὲ μικρὸ χιλιόμετρο. Τηλέφ. 502-462. — [7, 695, 206, 729]
doctor-name: ΙΩΑΝΝΗΣ ΜΑΡΑΤΟΣ — [236, 2440, 341, 2452]
doctor-details: Ὠτορινολαρυγγολόγος. Τσιμισκῆ 73. Τηλ. 261-496. — [7, 1598, 206, 1620]
doctor-details: Παθολόγος – Καρδιολόγος. Δέχεται 9 π.μ.–1 μ.μ. καὶ 5-9 μ.μ. Ἀριστοτέλους 7. Τηλ. 276-244. — [7, 1639, 206, 1674]
classified-ad: ΠΩΛΕΙΤΑΙ μαγνητόφωνο, ὄργανο ἠλεκτρικὸ τῆς βαλίτσας. Τηλ. 919-705. — [217, 1830, 360, 1864]
classified-ad: ΠΩΛΕΙΤΑΙ BMW 2,5 λίτρα μοντ. 71, ἄριστη κατάστασις, κλιματισμὸς καὶ ὅλα τὰ χρειαζούμενα. Τηλ. 530-471. — [7, 517, 206, 551]
section-heading: ΤΟΝ ΘΕΩΡΕΙ ΑΓΝΩΜΟΝΑ — [935, 297, 1073, 309]
classified-ad: ΦΙΛΟΛΟΓΟΣ καθηγήτρια παραδίδει μαθήματα. Τηλ. 267-079. — [217, 1123, 360, 1157]
main-story-body — [526, 291, 710, 581]
doctor-name: ΓΙΑΝΝΗΣ ΒΕΡΓΗΣ — [60, 1502, 153, 1513]
classified-ad: ΠΩΛΕΙΤΑΙ οἰκόπεδο στὴν Ἀγία Τριάδα, 500 τ.μ. Τηλ. 285-219. — [370, 1255, 514, 1289]
banner-tilefona: ΤΗΛΕΦΩΝΑ — [217, 1660, 360, 1689]
banner-mixanimata: ΜΗΧΑΝΗΜΑΤΑ — [7, 1202, 206, 1231]
classified-ad: ΠΩΛΕΙΤΑΙ ἀκκορντεὸν Hohner 120 μπάσα. Τηλ. 263-012. — [217, 1907, 360, 1940]
australia-subhead: Καὶ ὑπογράμμισε τὴ συμβολὴ τῶν ὁμογενῶν μας στὴν πρόοδο τῆς χώρας.— Θὰ ἐπισκεφθῇ τὴν Ἑλλάδα — [1110, 762, 1445, 816]
classified-ad: ΑΚΤΙΝΟΛΟΓΙΚΟ Chizena Nilnes 3 Diagnostic πωλεῖται. Τηλ. 276-944. — [217, 299, 360, 333]
doctor-details: Ὀφθαλμίατρος. Τσιμισκῆ 60. Δέχεται 10-1, 5-8 μ.μ. Τηλ. 236-281. — [7, 1473, 206, 1495]
doctor-details: Δρ. τῆς ὁδοντιατρικῆς. Ἐγνατία 61. Τηλ. 262-322. — [7, 1693, 206, 1715]
classified-ad: ΠΩΛΕΙΤΑΙ Ὁλυμπιονίκης ἀυτοκίνητο 76 μ. Ὁμίλου 68 μ. Τηλέφ. 523-473. — [7, 491, 206, 512]
story-paragraph: Μιλώντας κατὰ τὴν διάρκεια τελετῆς ἀποφοιτήσεως στὴ στρατιωτικὴ ἀκαδημία, ὁ βασιλεὺς Χουὰν Κάρλος ἐπανέλαβε τὴν ὑπόσχεση γιὰ ἐλεύθερες ἐκλογὲς στὶς 15 Ἰουνίου. — [526, 447, 710, 515]
france-text: ΠΑΡΙΣΙ, 4. (Ρώυτερ).— Σύμφωνα μὲ δημοσκόπηση ποὺ δημοσιεύθηκε σήμερα, ἡ γαλλικὴ ἀριστερὰ θὰ ἐξασφάλιζε τὸ 56% τῶν ψήφων ἂν διεξάγονταν τώρα ἐκλογές, ἐνῶ ἡ κυβερνητικὴ πλειοψηφία θὰ περιοριζόταν στὸ 44%. — [915, 1082, 1094, 1162]
banner-mentioum: ΜΕΝΤΙΟΥΜ — [370, 588, 514, 617]
story-paragraph: ΛΟΝΔΙΝΟ, 4. (Ρώυτερ).— Ὁ Νορβηγὸς ἐξερευνητὴς Θὸρ Χέυγερνταλ, ποὺ ἔγινε γνωστὸς μὲ τὸ ταξίδι τῆς σχεδίας «Κόν-Τίκι», ἑτοιμάζεται νὰ διασχίσει τὸν Ἰνδικὸ ὠκεανὸ μὲ σκάφος κατασκευασμένο ἀπὸ πάπυρο. — [1105, 545, 1273, 625]
section-text: Τὰ κίνητρα γιὰ ἐπενδύσεις στὴν περιοχὴ περιλαμβάνουν ἐπιχορηγήσεις, φοροαπαλλαγὲς καὶ δάνεια μὲ εὐνοϊκοὺς ὅρους. Μέχρι σήμερα ἔχουν ἐγκριθεῖ 45 ἐπενδυτικὰ σχέδια συνολικοῦ ὕψους 3.347.000.000 δραχμῶν. — [720, 1208, 905, 1287]
banner-ntetektiv: ΝΤΕΤΕΚΤΙΒΣ — [370, 758, 514, 785]
main-subhead-2: Ὑποσχέσεις γιὰ διεξαγωγὴ ἀμέμπτων ἐκλογῶν — [608, 264, 1014, 285]
classified-ad: ΠΩΛΕΙΤΑΙ τυρονανὴ, καμπρεσέρ, σβεντὲ, κλπ. Τηλ. 733-055. — [217, 546, 360, 580]
australia-parties-text: ΚΑΜΠΕΡΑ, 4. (Ἀσσ. Πρέσσ).— Ὁ πρωθυπουργὸς τῆς Αὐστραλίας Μάλκολμ Φρέηζερ διέψευσε κατηγορηματικὰ τὶς πληροφορίες ὅτι ἡ ἀμερικανικὴ ὑπηρεσία πληροφοριῶν χρηματοδότησε αὐστραλιανὰ πολιτικὰ κόμματα. — [526, 1848, 905, 1892]
classified-ad: ΕΥΚΑΙΡΙΑ πωλεῖται κοπτομηχανὴ «Πρανὸς» τοῦ ἀγίου καταστήματος εἰς 10,000. Τηλ. 912-004. — [217, 497, 360, 542]
classified-ad: ΑΠΟΘΗΚΕΥΣΕΙΣ ἐπίπλων καὶ μεταφορές. Τηλ. 519-802. — [370, 1190, 514, 1213]
doctor-details: Ὀδοντίατρος. Δέχεται 9-1 καὶ 5-9 μ.μ. Τηλ. 270-240. — [217, 2329, 360, 2351]
classified-ad: ΖΗΤΕΙΤΑΙ συνεταιρος μὲ κεφάλαιο γιὰ ἐπέκταση ἐπιχειρήσεως. Τηλ. 763-271, 6—12. — [217, 1582, 360, 1626]
classified-ad: ΠΩΛΕΙΤΑΙ Volkswagen 1300, μοντ. 70. Τηλ. 516-256. — [7, 957, 206, 979]
classified-ad: ΠΩΛΕΙΤΑΙ αὐτοκίνητο Ford Cortina 1600 GT. Τηλ. 224-755. — [7, 1090, 206, 1112]
doctor-details: Ἰατρὸς Χειρούργος. Ἀριστοτέλους 5. Δέχεται 5-8 μ.μ. Τηλ. 268-203. — [217, 2170, 360, 2203]
doctors-heading: ΟΙ ΙΑΤΡΟΙ ΤΗΣ ΘΕΣΣΑΛΟΝΙΚΗΣ — [34, 1283, 179, 1322]
australia-kicker: Κατὰ τὴ διάρκεια τελετῆς — [1187, 634, 1369, 652]
right-news-column — [1105, 0, 1451, 2125]
classified-ad: ΕΒΡΟΣ. Πωλεῖται Λ. Χοῦντ μ. 76. 16.000 χλμ. Τηλ. 424-456. — [7, 334, 206, 357]
classified-ad: ΓΡΑΦΕΙΑ μεγάλων ἐξοχικῶν κατοικιῶν. Τηλ. 263-312. — [370, 850, 514, 884]
rhodope-subhead: Εὐρύτατο πρόγραμμα γιὰ τὴν ἀνάπτυξη τῆς περιοχῆς.— «Ἀρχίσε ἡ ἀνέγερση βιομηχανικῶν μονάδων» — [541, 1000, 889, 1055]
classified-ad: ΠΕΡΙΕΡΓΑΜΕΝΟΣ μαθηματικὸς προετοιμάζει διὰ τὰς ἐξετάσεις τοῦ Ἰουνίου μαθητὰς γυμνασίου καὶ λυκείου, τηλ. 837-35ϛ. — [217, 902, 360, 958]
